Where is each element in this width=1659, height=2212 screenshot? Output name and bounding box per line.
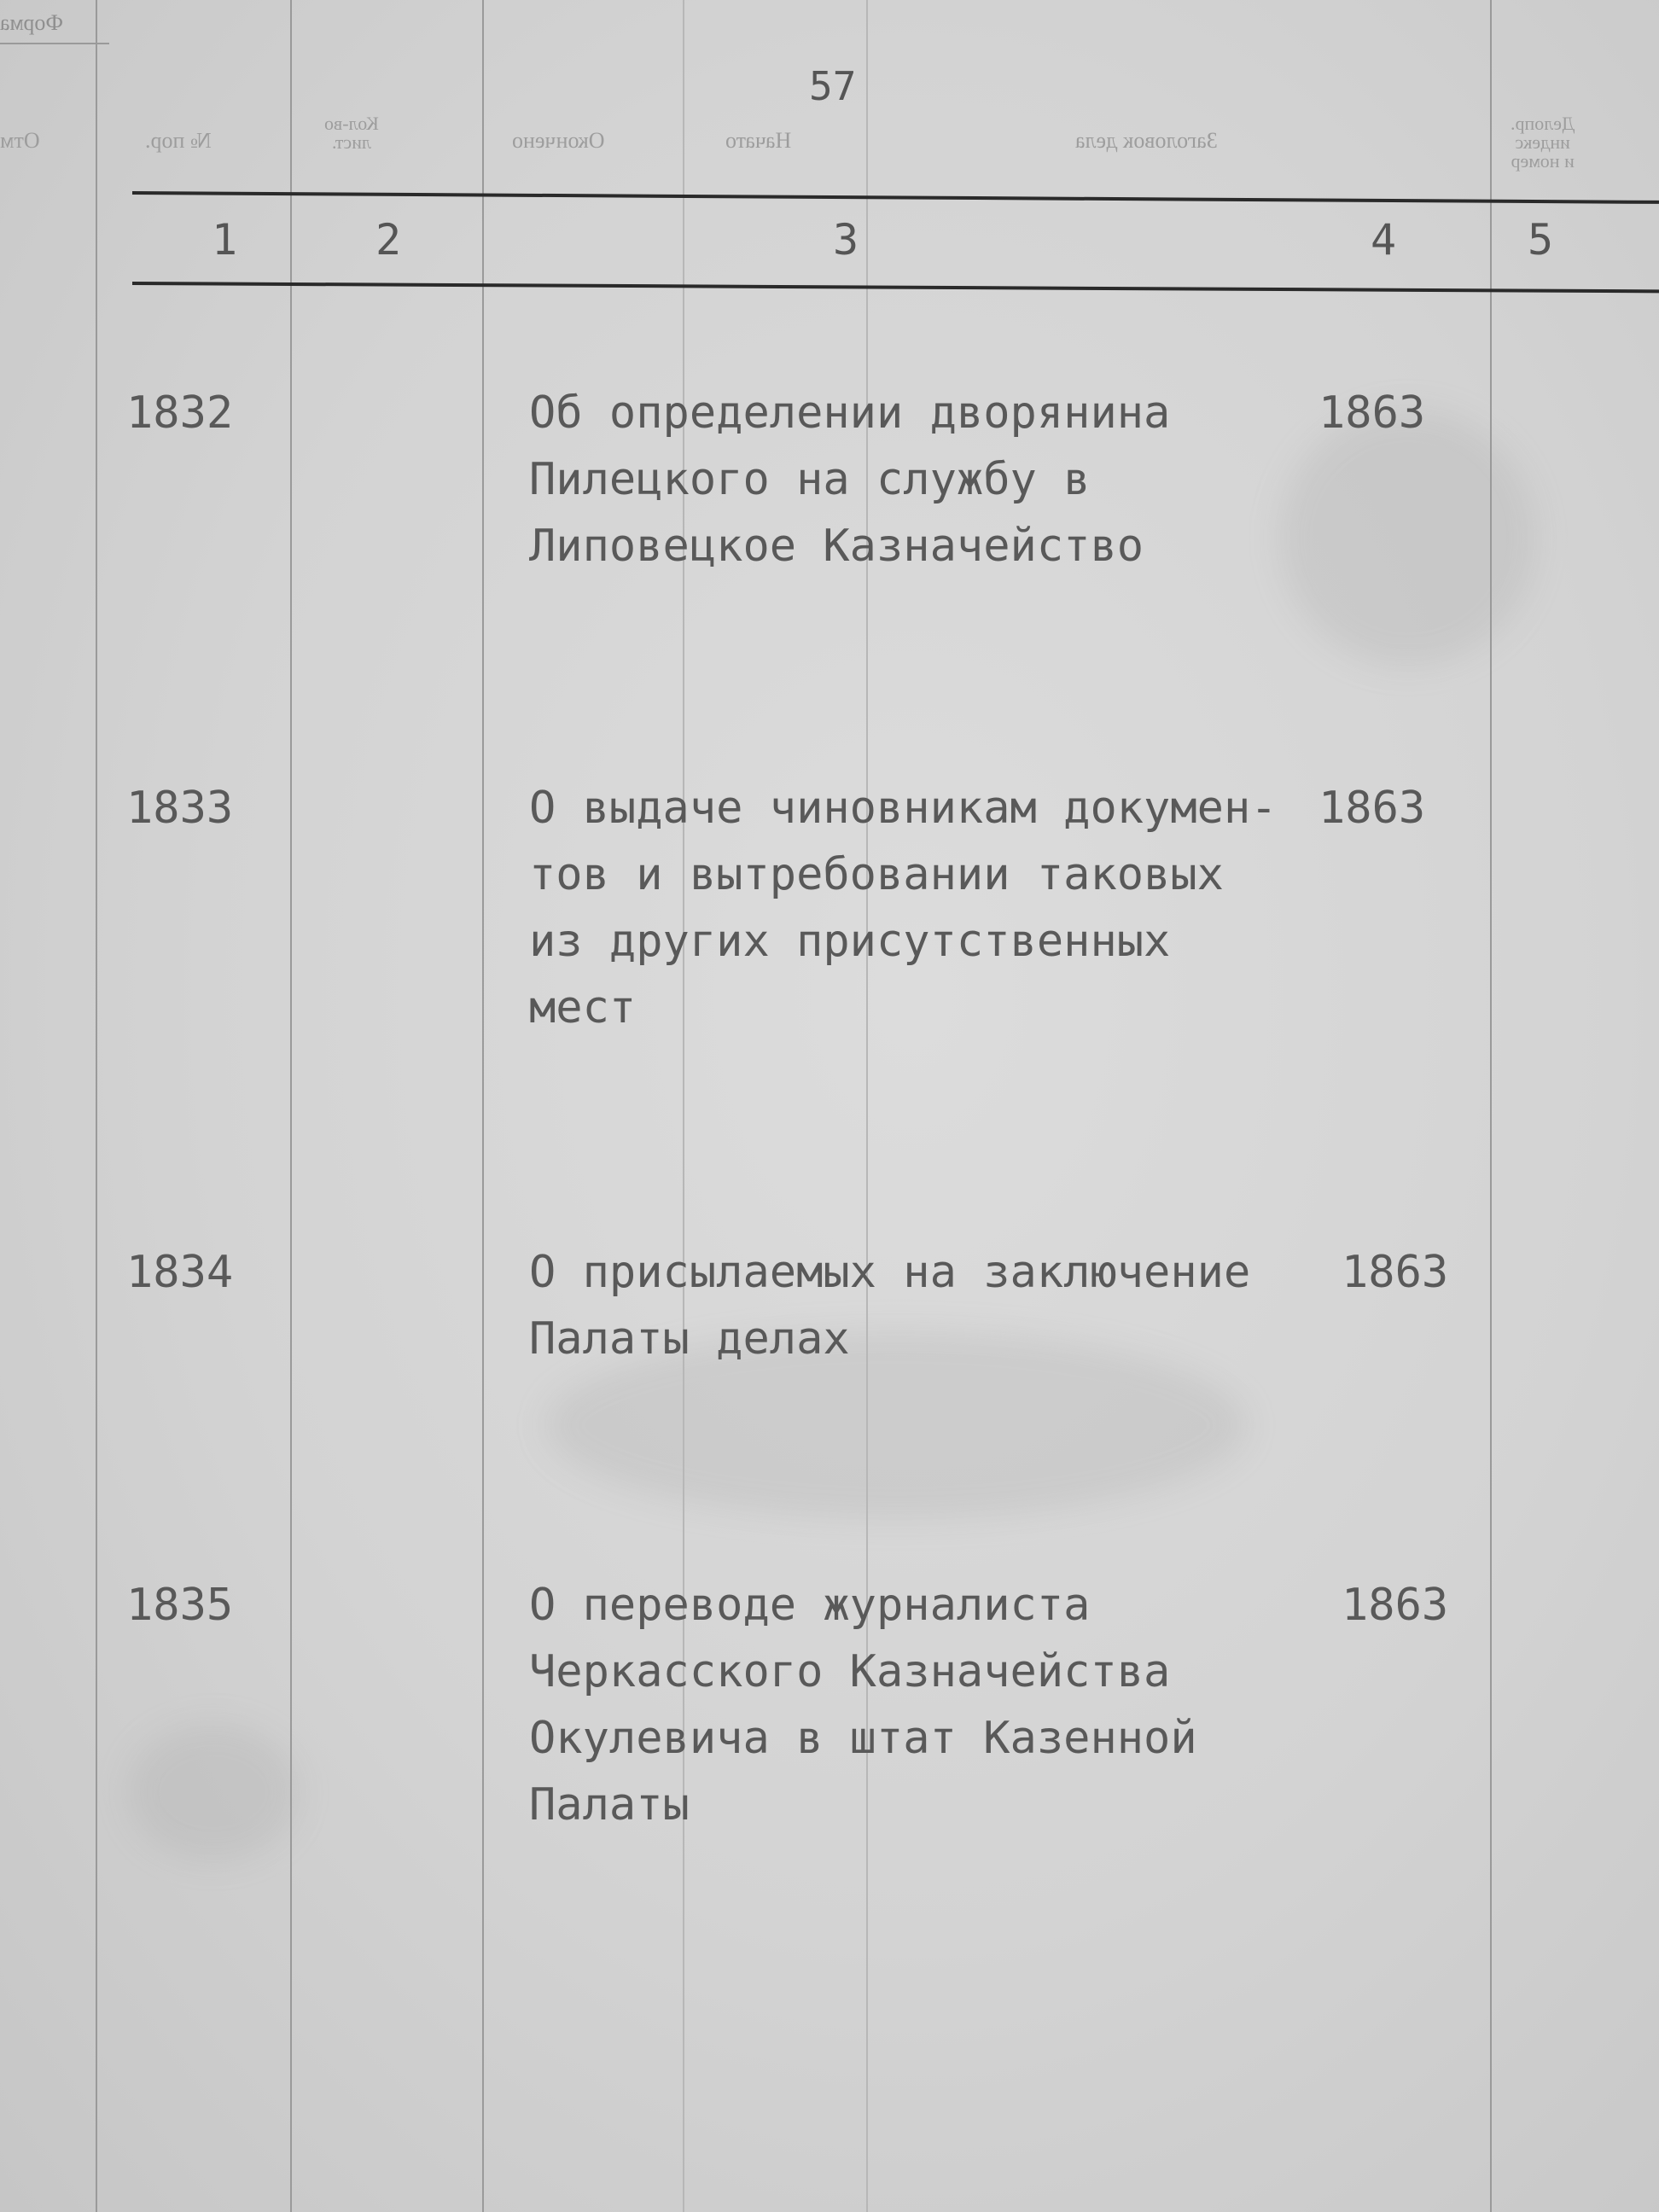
column-rule [683, 0, 684, 2212]
entry-year: 1863 [1342, 1247, 1449, 1298]
entry-number: 1835 [126, 1580, 234, 1631]
header-rule-bottom [132, 282, 1659, 293]
header-rule-top [132, 191, 1659, 204]
column-rule [96, 0, 97, 2212]
entry-title: Об определении дворянина Пилецкого на службу в Липовецкое Казначейство [529, 387, 1171, 572]
bleed-through-header-otm: Отм [0, 128, 40, 153]
column-number-1: 1 [212, 215, 238, 265]
column-number-2: 2 [375, 215, 402, 265]
column-number-3: 3 [833, 215, 859, 265]
entry-number: 1834 [126, 1247, 234, 1298]
page-number: 57 [809, 63, 857, 109]
entry-year: 1863 [1318, 783, 1426, 834]
column-rule [1490, 0, 1492, 2212]
entry-year: 1863 [1342, 1580, 1449, 1631]
entry-title: О выдаче чиновникам докумен- тов и вытребовании таковых из других присутственных мест [529, 783, 1278, 1033]
bleed-through-header-no: № пор. [145, 128, 212, 153]
bleed-through-header-kol: Кол-во лист. [324, 113, 379, 153]
entry-number: 1832 [126, 387, 234, 439]
entry-number: 1833 [126, 783, 234, 834]
bleed-through-form-label: Форма [0, 10, 63, 35]
column-rule [866, 0, 868, 2212]
paper-stain [128, 1724, 299, 1860]
bleed-through-header-zagolovok: Заголовок дела [1075, 128, 1218, 153]
entry-year: 1863 [1318, 387, 1426, 439]
entry-title: О присылаемых на заключение Палаты делах [529, 1247, 1251, 1365]
bleed-through-header-okonch: Окончено [512, 128, 605, 153]
bleed-through-underline [0, 43, 109, 44]
column-number-4: 4 [1371, 215, 1397, 265]
bleed-through-header-nachato: Начато [725, 128, 792, 153]
column-number-5: 5 [1528, 215, 1554, 265]
entry-title: О переводе журналиста Черкасского Казначейства Окулевича в штат Казенной Палаты [529, 1580, 1197, 1831]
bleed-through-header-delopr: Делопр. индекс и номер [1511, 113, 1575, 172]
paper-stain [1280, 410, 1536, 666]
column-rule [290, 0, 292, 2212]
column-rule [482, 0, 484, 2212]
